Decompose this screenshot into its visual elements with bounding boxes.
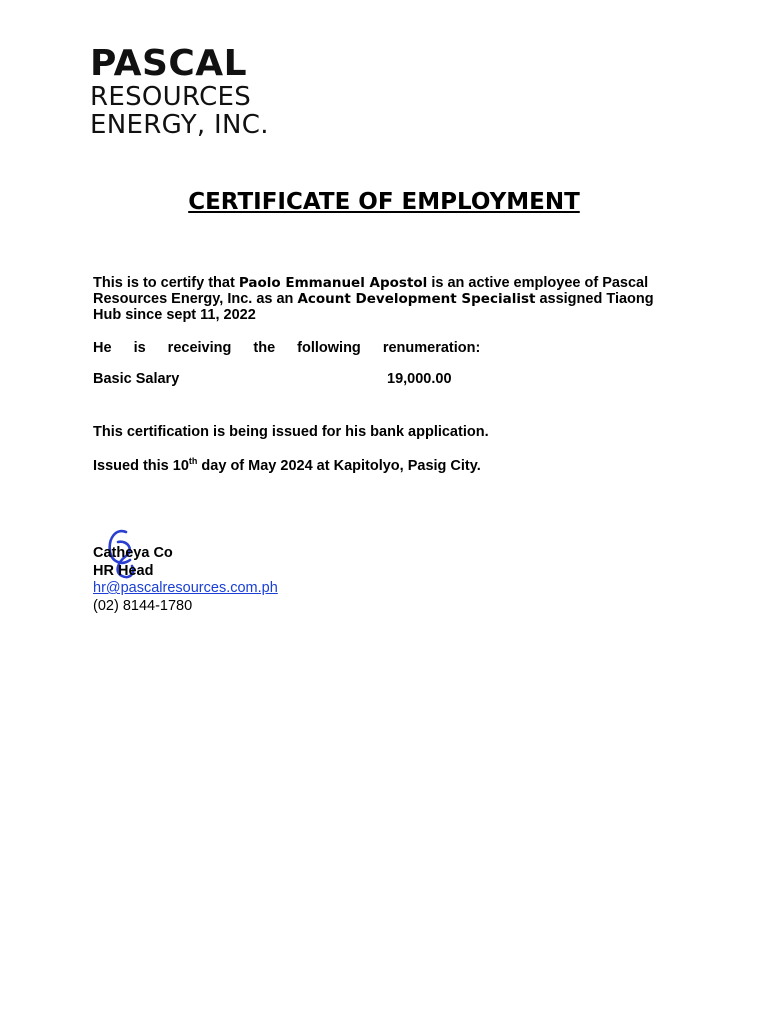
signatory-title: HR Head <box>93 562 154 579</box>
certify-prefix: This is to certify that <box>93 275 239 291</box>
logo-line-3: ENERGY, INC. <box>90 110 269 140</box>
purpose-paragraph: This certification is being issued for his bank application. <box>93 424 489 440</box>
employee-name: Paolo Emmanuel Apostol <box>238 275 428 291</box>
document-title: CERTIFICATE OF EMPLOYMENT <box>188 189 580 215</box>
certification-paragraph <box>93 275 685 323</box>
salary-value: 19,000.00 <box>387 371 452 387</box>
company-logo <box>90 43 269 140</box>
signatory-name: Catheya Co <box>93 545 173 561</box>
issued-suffix: day of May 2024 at Kapitolyo, Pasig City. <box>197 458 481 474</box>
signatory-email-link[interactable]: hr@pascalresources.com.ph <box>93 580 278 596</box>
signature-block <box>93 545 278 615</box>
certify-suffix: assigned Tiaong Hub since sept 11, 2022 <box>93 291 654 323</box>
employee-position: Acount Development Specialist <box>297 291 536 307</box>
renumeration-intro: He is receiving the following renumeration: <box>93 340 481 356</box>
issued-prefix: Issued this 10 <box>93 458 189 474</box>
certify-middle: is an active employee of Pascal Resources Energy, Inc. as an <box>93 275 649 307</box>
issued-paragraph <box>93 458 685 474</box>
signatory-phone: (02) 8144-1780 <box>93 597 193 614</box>
salary-row <box>93 371 685 387</box>
logo-line-1: PASCAL <box>90 43 248 84</box>
logo-line-2: RESOURCES <box>90 82 252 112</box>
salary-label: Basic Salary <box>93 371 180 387</box>
issued-superscript: th <box>188 456 198 467</box>
